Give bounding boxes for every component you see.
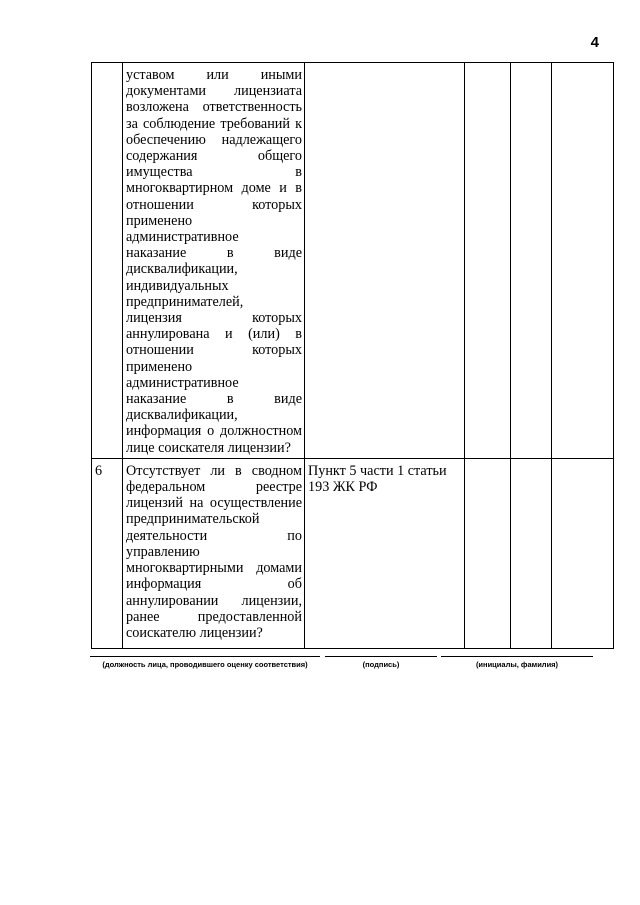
signature-line	[90, 656, 320, 657]
row-note-cell	[552, 63, 614, 459]
signature-sign-block	[325, 656, 437, 669]
row-legal-reference	[305, 63, 465, 459]
checklist-table	[91, 62, 614, 649]
table-row	[92, 63, 614, 459]
row-question: Отсутствует ли в сводном федеральном реестре лицензий на осуществление предпринимательской деятельности по управлению многоквартирными домами информация об аннулировании лицензии, ранее предоставленной соискателю лицензии?	[123, 458, 305, 648]
signature-caption: (подпись)	[362, 660, 400, 669]
position-caption: (должность лица, проводившего оценку соответствия)	[102, 660, 308, 669]
signature-position-block	[90, 656, 320, 669]
row-number	[92, 63, 123, 459]
row-note-cell	[552, 458, 614, 648]
signature-line	[325, 656, 437, 657]
row-number: 6	[92, 458, 123, 648]
table-row	[92, 458, 614, 648]
row-answer-cell	[465, 458, 511, 648]
signature-line	[441, 656, 593, 657]
row-answer-cell	[465, 63, 511, 459]
name-caption: (инициалы, фамилия)	[475, 660, 559, 669]
row-question: уставом или иными документами лицензиата возложена ответственность за соблюдение требований к обеспечению надлежащего содержания общего имущества в многоквартирном доме и в отношении которых применено административное наказание в виде дисквалификации, индивидуальных предпринимателей, лицензия которых аннулирована и (или) в отношении которых применено административное наказание в виде дисквалификации, информация о должностном лице соискателя лицензии?	[123, 63, 305, 459]
row-answer-cell	[511, 63, 552, 459]
signature-name-block	[441, 656, 593, 669]
row-legal-reference: Пункт 5 части 1 статьи 193 ЖК РФ	[305, 458, 465, 648]
row-answer-cell	[511, 458, 552, 648]
page-number: 4	[590, 34, 599, 51]
